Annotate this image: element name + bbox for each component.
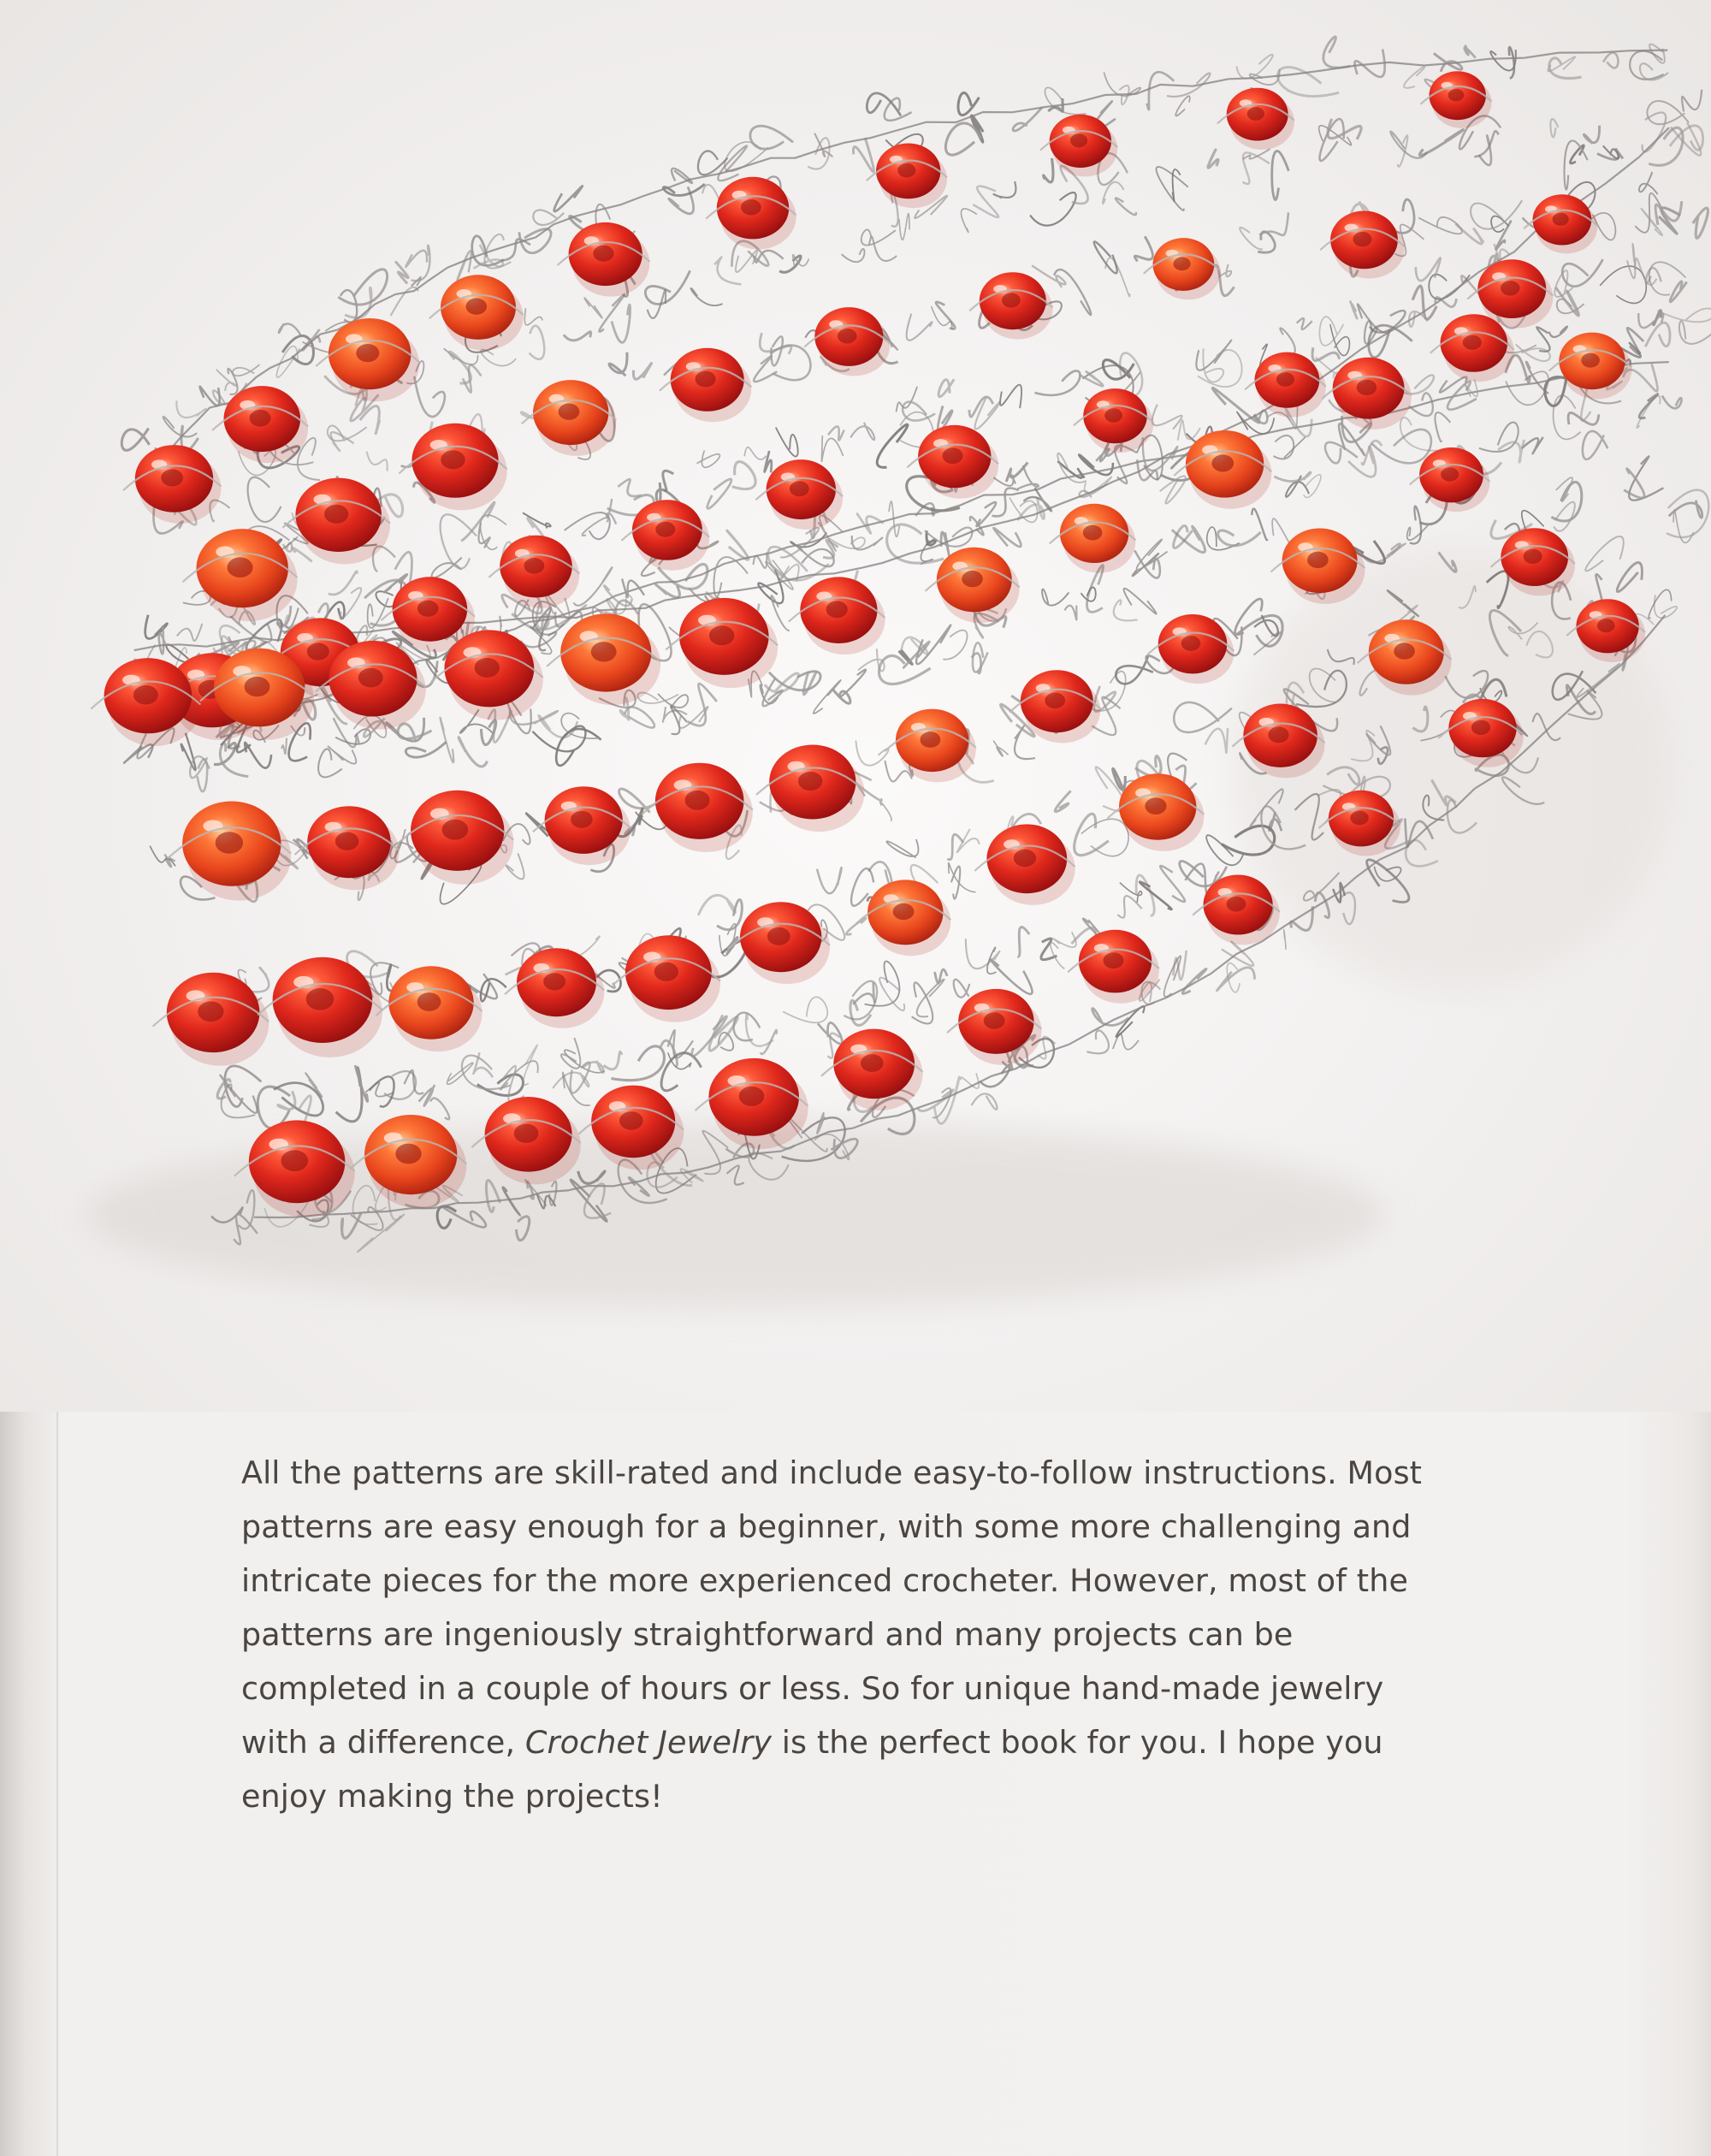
wire-loop <box>584 298 602 318</box>
wire-loop <box>398 724 431 741</box>
bead-group <box>91 71 1645 1217</box>
wire-loop <box>1147 72 1175 110</box>
wire-loop <box>1479 135 1491 165</box>
wire-loop <box>899 214 909 240</box>
wire-loop <box>842 249 865 262</box>
wire-loop <box>1235 599 1263 635</box>
wire-loop <box>736 250 757 272</box>
wire-loop <box>279 323 301 335</box>
wire-loop <box>887 839 919 858</box>
wire-loop <box>1662 395 1682 408</box>
wire-loop <box>633 364 651 380</box>
wire-loop <box>1603 53 1618 68</box>
wire-loop <box>198 759 208 791</box>
wire-loop <box>406 742 446 757</box>
wire-loop <box>554 186 583 211</box>
wire-loop <box>1679 321 1711 344</box>
wire-loop <box>1639 172 1658 194</box>
wire-loop <box>462 1056 510 1089</box>
text-line <box>241 1715 1542 1769</box>
wire-loop <box>565 512 610 539</box>
wire-loop <box>1116 1006 1145 1037</box>
wire-loop <box>1206 835 1243 865</box>
wire-loop <box>370 1076 394 1106</box>
text-line: patterns are easy enough for a beginner, with some more challenging and <box>241 1508 1412 1545</box>
wire-loop <box>903 402 935 421</box>
wire-loop <box>938 379 954 396</box>
wire-loop <box>1120 883 1142 903</box>
bead <box>728 902 830 984</box>
wire-loop <box>530 326 545 359</box>
bead <box>907 425 998 499</box>
wire-loop <box>618 479 641 496</box>
wire-loop <box>1641 209 1662 236</box>
wire-loop <box>338 270 387 305</box>
wire-loop <box>754 356 777 382</box>
wire-loop <box>1208 149 1218 168</box>
bead <box>295 806 400 890</box>
wire-loop <box>1471 200 1522 228</box>
wire-loop <box>1554 395 1581 439</box>
wire-loop <box>1182 968 1206 993</box>
wire-loop <box>817 868 842 893</box>
wire-loop <box>1000 385 1021 409</box>
wire-loop <box>1284 437 1305 457</box>
wire-loop <box>1137 539 1168 569</box>
wire-loop <box>830 537 865 548</box>
bead <box>789 577 885 654</box>
wire-loop <box>293 548 311 560</box>
wire-loop <box>1035 370 1080 394</box>
book-title: Crochet Jewelry <box>524 1724 773 1761</box>
bead <box>1144 238 1221 299</box>
wire-loop <box>1416 258 1441 281</box>
bead <box>1320 211 1405 279</box>
wire-loop <box>200 387 220 406</box>
wire-loop <box>367 452 388 471</box>
wire-loop <box>1479 423 1519 452</box>
bead <box>1174 430 1271 509</box>
wire-loop <box>1243 149 1270 159</box>
wire-loop <box>318 749 342 777</box>
wire-loop <box>697 451 720 468</box>
wire-loop <box>1240 228 1263 249</box>
bead <box>258 957 382 1057</box>
wire-loop <box>1217 968 1255 991</box>
wire-loop <box>1114 600 1138 620</box>
wire-loop <box>276 346 299 378</box>
wire-loop <box>1509 47 1514 79</box>
wire-loop <box>1116 198 1136 215</box>
wire-loop <box>991 959 1033 993</box>
wire-loop <box>663 471 673 490</box>
wire-loop <box>609 352 627 376</box>
wire-loop <box>1562 259 1602 287</box>
wire-loop <box>961 209 976 232</box>
wire-loop <box>1554 502 1575 531</box>
wire-loop <box>121 429 149 451</box>
wire-loop <box>565 1050 605 1073</box>
wire-loop <box>1585 536 1624 571</box>
wire-loop <box>1635 193 1661 233</box>
wire-loop <box>1272 151 1289 200</box>
wire-loop <box>656 584 680 597</box>
wire-loop <box>958 92 979 115</box>
wire-loop <box>761 1030 777 1054</box>
wire-loop <box>419 1085 435 1105</box>
bead <box>1245 352 1326 418</box>
wire-loop <box>877 424 908 467</box>
bead <box>1549 333 1632 400</box>
bead <box>706 177 796 250</box>
wire-loop <box>328 746 356 763</box>
wire-loop <box>1042 589 1069 606</box>
wire-loop <box>1174 702 1232 732</box>
wire-loop <box>672 169 692 183</box>
bead <box>1217 88 1294 150</box>
wire-loop <box>852 536 883 549</box>
wire-loop <box>1496 221 1512 250</box>
bead <box>613 935 720 1022</box>
wire-loop <box>1051 943 1064 969</box>
wire-loop <box>856 741 888 766</box>
bead <box>755 459 843 530</box>
wire-loop <box>765 451 772 472</box>
wire-loop <box>1134 236 1152 261</box>
text-fragment: is the perfect book for you. I hope you <box>772 1724 1383 1761</box>
wire-loop <box>281 738 287 755</box>
wire-loop <box>1435 412 1450 441</box>
wire-loop <box>1643 112 1667 151</box>
wire-loop <box>481 515 506 549</box>
wire-loop <box>1196 341 1231 370</box>
bead <box>522 380 617 456</box>
wire-loop <box>1412 286 1436 319</box>
wire-loop <box>1584 126 1599 144</box>
wire-loop <box>869 237 897 261</box>
wire-loop <box>954 980 970 998</box>
wire-loop <box>691 288 723 305</box>
wire-loop <box>564 332 591 341</box>
bead <box>1524 194 1597 253</box>
bead <box>1271 529 1365 604</box>
wire-loop <box>897 387 918 412</box>
wire-loop <box>1583 431 1607 459</box>
wire-loop <box>1350 301 1357 319</box>
wire-loop <box>1030 192 1076 226</box>
wire-loop <box>850 423 874 440</box>
text-line: completed in a couple of hours or less. So for unique hand-made jewelry <box>241 1670 1384 1707</box>
bead <box>1068 930 1159 1004</box>
bead <box>756 745 865 832</box>
wire-loop <box>846 918 866 935</box>
wire-loop <box>707 479 731 508</box>
text-line: All the patterns are skill-rated and include easy-to-follow instructions. Most <box>241 1454 1423 1491</box>
wire-loop <box>1044 158 1053 182</box>
wire-loop <box>1658 308 1711 322</box>
wire-loop <box>663 184 704 195</box>
wire-loop <box>1635 258 1656 285</box>
wire-loop <box>1274 435 1294 459</box>
wire-loop <box>1522 437 1543 453</box>
wire-loop <box>974 397 1000 429</box>
bead <box>533 786 631 865</box>
wire-loop <box>727 530 749 560</box>
wire-loop <box>1419 130 1463 156</box>
wire-loop <box>972 1093 998 1110</box>
bead <box>1410 447 1489 512</box>
wire-loop <box>839 670 866 697</box>
bead <box>856 880 951 956</box>
wire-loop <box>853 982 874 1004</box>
wire-loop <box>583 518 608 536</box>
wire-loop <box>957 829 980 852</box>
wire-loop <box>744 447 766 459</box>
wire-loop <box>732 462 755 489</box>
wire-loop <box>1325 442 1358 464</box>
wire-loop <box>1549 326 1567 336</box>
wire-loop <box>1646 268 1661 283</box>
wire-loop <box>661 1053 702 1091</box>
text-line: patterns are ingeniously straightforward and many projects can be <box>241 1616 1294 1653</box>
wire-loop <box>1175 96 1189 116</box>
bead <box>1050 504 1136 573</box>
bead <box>558 222 650 297</box>
wire-loop <box>698 151 727 175</box>
bead <box>947 989 1042 1065</box>
bead <box>804 307 890 376</box>
wire-loop <box>1236 55 1272 79</box>
text-fragment: with a difference, <box>241 1724 525 1761</box>
wire-loop <box>604 1051 623 1069</box>
wire-loop <box>524 308 542 325</box>
wire-loop <box>1055 791 1070 811</box>
wire-loop <box>1092 1009 1129 1026</box>
bead <box>622 500 710 570</box>
wire-loop <box>1693 208 1708 238</box>
wire-loop <box>481 350 516 366</box>
wire-loop <box>1670 281 1687 302</box>
bead <box>867 144 947 209</box>
wire-loop <box>698 895 735 915</box>
wire-loop <box>177 624 203 641</box>
wire-loop <box>477 1075 524 1096</box>
wire-loop <box>248 477 281 522</box>
wire-loop <box>907 314 932 341</box>
wire-loop <box>1124 589 1157 614</box>
wire-loop <box>754 251 784 263</box>
bead <box>505 948 604 1028</box>
wire-loop <box>865 961 900 1005</box>
wire-loop <box>814 680 841 714</box>
wire-loop <box>993 528 1021 547</box>
wire-loop <box>853 138 873 172</box>
wire-loop <box>1086 1030 1109 1053</box>
wire-loop <box>993 741 1008 756</box>
wire-loop <box>973 187 998 218</box>
wire-loop <box>1205 728 1228 753</box>
wire-loop <box>1064 606 1076 620</box>
bead <box>397 791 514 885</box>
wire-loop <box>1407 525 1428 540</box>
wire-loop <box>943 631 967 660</box>
wire-loop <box>1017 465 1039 489</box>
wire-loop <box>861 229 896 245</box>
bead <box>660 348 751 423</box>
wire-loop <box>1465 45 1476 58</box>
wire-loop <box>1274 472 1310 481</box>
bead <box>974 824 1075 904</box>
wire-loop <box>612 305 630 342</box>
wire-loop <box>851 868 873 906</box>
wire-loop <box>645 270 690 304</box>
wire-loop <box>1617 563 1642 592</box>
wire-loop <box>1105 258 1130 296</box>
wire-loop <box>1254 615 1278 636</box>
bead <box>666 598 778 688</box>
wire-loop <box>1053 932 1076 947</box>
wire-loop <box>783 997 827 1022</box>
bead <box>153 973 269 1066</box>
bead <box>376 966 483 1051</box>
wire-loop <box>458 251 471 280</box>
wire-loop <box>994 181 1016 198</box>
wire-loop <box>1649 127 1683 165</box>
bead <box>429 275 524 350</box>
wire-loop <box>233 364 259 376</box>
wire-loop <box>844 981 877 1020</box>
wire-loop <box>1556 477 1572 501</box>
wire-loop <box>1219 264 1231 277</box>
wire-loop <box>1297 318 1312 329</box>
body-paragraph <box>241 1446 1542 1823</box>
bead <box>885 709 976 783</box>
wire-loop <box>880 802 891 820</box>
wire-loop <box>917 980 944 1017</box>
wire-loop <box>1284 929 1286 949</box>
wire-loop <box>750 126 793 149</box>
wire-loop <box>1017 927 1029 957</box>
wire-loop <box>1081 819 1128 856</box>
text-line: intricate pieces for the more experienced crocheter. However, most of the <box>241 1562 1409 1599</box>
bead <box>123 445 221 524</box>
wire-loop <box>688 684 717 726</box>
bead <box>1421 71 1492 128</box>
wire-loop <box>1323 37 1350 68</box>
bead <box>212 386 308 463</box>
wire-loop <box>1117 896 1141 918</box>
wire-loop <box>976 502 996 526</box>
text-line: enjoy making the projects! <box>241 1778 663 1815</box>
wire-loop <box>1551 482 1581 521</box>
bead <box>1009 670 1100 743</box>
wire-loop <box>1418 217 1462 234</box>
wire-loop <box>440 718 453 763</box>
wire-loop <box>430 1099 449 1120</box>
bead <box>642 763 753 852</box>
wire-loop <box>1600 266 1646 303</box>
wire-loop <box>330 432 353 451</box>
wire-loop <box>414 376 445 417</box>
bead <box>547 613 660 705</box>
wire-loop <box>1550 119 1558 137</box>
wire-loop <box>746 1014 773 1045</box>
wire-loop <box>1554 270 1572 297</box>
wire-loop <box>1103 360 1134 380</box>
wire-loop <box>1252 509 1267 541</box>
wire-loop <box>1152 405 1182 429</box>
bead <box>168 802 291 901</box>
wire-loop <box>406 251 427 267</box>
wire-loop <box>1568 412 1599 424</box>
wire-loop <box>1649 589 1672 619</box>
wire-loop <box>1682 90 1702 112</box>
bead <box>399 424 507 511</box>
wire-loop <box>1173 169 1181 201</box>
wire-loop <box>776 428 798 457</box>
wire-loop <box>941 532 950 560</box>
wire-loop <box>1140 882 1171 909</box>
wire-loop <box>1404 67 1424 88</box>
wire-loop <box>797 546 834 566</box>
wire-loop <box>994 475 1016 485</box>
wire-loop <box>1627 244 1635 278</box>
wire-loop <box>181 733 196 770</box>
